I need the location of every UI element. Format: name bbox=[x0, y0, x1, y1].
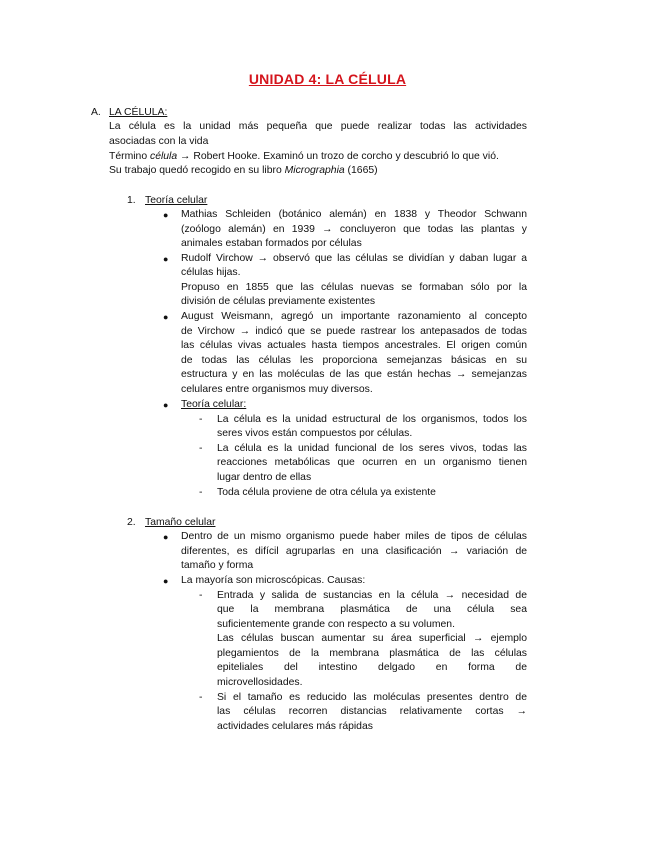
dash-icon: - bbox=[199, 443, 203, 454]
dash-item-line: microvellosidades. bbox=[217, 677, 303, 688]
dash-item-line: las células recorren distancias relativamente cortas → bbox=[217, 706, 527, 717]
dash-item-line: epiteliales del intestino delgado en forma de bbox=[217, 662, 527, 673]
dash-item-line: seres vivos están compuestos por células. bbox=[217, 428, 413, 439]
subheading-teoria-celular: Teoría celular: bbox=[181, 399, 247, 410]
list-item-line: de Virchow → indicó que se puede rastrear los antepasados de todas bbox=[181, 326, 527, 337]
list-item-line: La mayoría son microscópicas. Causas: bbox=[181, 575, 366, 586]
dash-item-line: suficientemente grande con respecto a su volumen. bbox=[217, 619, 455, 630]
dash-icon: - bbox=[199, 590, 203, 601]
section-a-marker: A. bbox=[91, 107, 101, 118]
list-item-line: animales estaban formados por células bbox=[181, 238, 362, 249]
libro-line: Su trabajo quedó recogido en su libro Micrographia (1665) bbox=[109, 165, 378, 176]
section-1-heading: Teoría celular bbox=[145, 195, 208, 206]
dash-item-line: lugar dentro de ellas bbox=[217, 472, 312, 483]
dash-item-line: La célula es la unidad estructural de los organismos, todos los bbox=[217, 414, 527, 425]
list-item-line: Dentro de un mismo organismo puede haber miles de tipos de células bbox=[181, 531, 527, 542]
list-item-line: estructura y en las moléculas de las que están hechas → semejanzas bbox=[181, 369, 527, 380]
section-2-marker: 2. bbox=[127, 517, 136, 528]
list-item-line: August Weismann, agregó un importante razonamiento al concepto bbox=[181, 311, 527, 322]
section-1-marker: 1. bbox=[127, 195, 136, 206]
dash-icon: - bbox=[199, 414, 203, 425]
bullet-icon: ● bbox=[163, 210, 169, 220]
dash-item-line: reacciones metabólicas que ocurren en un organismo tienen bbox=[217, 457, 527, 468]
section-a-line: La célula es la unidad más pequeña que puede realizar todas las actividades bbox=[109, 121, 527, 132]
list-item-line: (zoólogo alemán) en 1939 → concluyeron que todas las plantas y bbox=[181, 224, 527, 235]
dash-icon: - bbox=[199, 487, 203, 498]
dash-item-line: Las células buscan aumentar su área superficial → ejemplo bbox=[217, 633, 527, 644]
list-item-line: de todas las células les proporciona semejanzas básicas en su bbox=[181, 355, 527, 366]
list-item-line: división de células previamente existentes bbox=[181, 296, 376, 307]
list-item-line: las células vivas actuales hasta tiempos ancestrales. El origen común bbox=[181, 340, 527, 351]
dash-item-line: que la membrana plasmática de una célula sea bbox=[217, 604, 527, 615]
list-item-line: Rudolf Virchow → observó que las células se dividían y daban lugar a bbox=[181, 253, 527, 264]
section-a-line: asociadas con la vida bbox=[109, 136, 209, 147]
bullet-icon: ● bbox=[163, 532, 169, 542]
dash-item-line: La célula es la unidad funcional de los seres vivos, todas las bbox=[217, 443, 527, 454]
list-item-line: células hijas. bbox=[181, 267, 241, 278]
dash-item-line: Entrada y salida de sustancias en la célula → necesidad de bbox=[217, 590, 527, 601]
section-2-heading: Tamaño celular bbox=[145, 517, 216, 528]
bullet-icon: ● bbox=[163, 400, 169, 410]
termino-line: Término célula → Robert Hooke. Examinó un trozo de corcho y descubrió lo que vió. bbox=[109, 151, 499, 162]
dash-item-line: Toda célula proviene de otra célula ya existente bbox=[217, 487, 436, 498]
section-a-heading: LA CÉLULA: bbox=[109, 107, 168, 118]
dash-item-line: Si el tamaño es reducido las moléculas presentes dentro de bbox=[217, 692, 527, 703]
dash-item-line: actividades celulares más rápidas bbox=[217, 721, 373, 732]
list-item-line: tamaño y forma bbox=[181, 560, 254, 571]
list-item-line: Mathias Schleiden (botánico alemán) en 1838 y Theodor Schwann bbox=[181, 209, 527, 220]
page-title: UNIDAD 4: LA CÉLULA bbox=[248, 71, 407, 87]
bullet-icon: ● bbox=[163, 576, 169, 586]
list-item-line: Propuso en 1855 que las células nuevas se formaban sólo por la bbox=[181, 282, 527, 293]
list-item-line: diferentes, es difícil agruparlas en una clasificación → variación de bbox=[181, 546, 527, 557]
list-item-line: celulares entre organismos muy diversos. bbox=[181, 384, 373, 395]
bullet-icon: ● bbox=[163, 312, 169, 322]
bullet-icon: ● bbox=[163, 254, 169, 264]
dash-item-line: plegamientos de la membrana plasmática de las células bbox=[217, 648, 527, 659]
dash-icon: - bbox=[199, 692, 203, 703]
